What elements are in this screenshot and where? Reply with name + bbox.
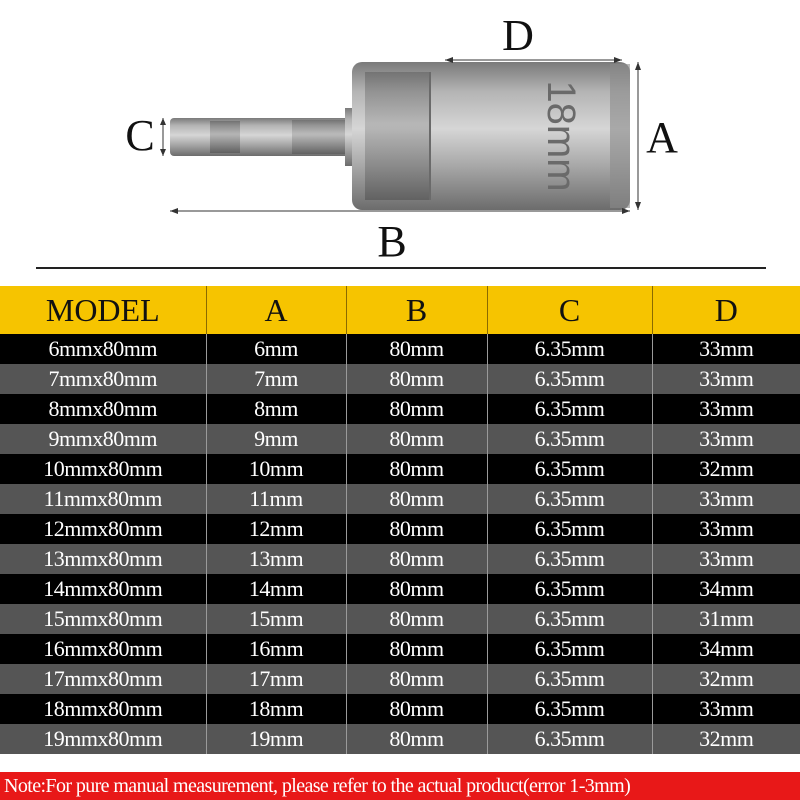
c-cell: 6.35mm [487,664,652,694]
model-cell: 12mmx80mm [0,514,206,544]
model-cell: 18mmx80mm [0,694,206,724]
d-cell: 31mm [652,604,800,634]
table-row [0,514,800,544]
header-b: B [346,286,487,334]
c-cell: 6.35mm [487,574,652,604]
header-c: C [487,286,652,334]
a-cell: 8mm [206,394,346,424]
b-cell: 80mm [346,514,487,544]
model-cell: 14mmx80mm [0,574,206,604]
table-row [0,484,800,514]
b-cell: 80mm [346,574,487,604]
model-cell: 13mmx80mm [0,544,206,574]
model-cell: 8mmx80mm [0,394,206,424]
b-cell: 80mm [346,364,487,394]
d-cell: 33mm [652,484,800,514]
a-cell: 6mm [206,334,346,364]
header-d: D [652,286,800,334]
b-cell: 80mm [346,334,487,364]
a-cell: 10mm [206,454,346,484]
table-row [0,544,800,574]
table-row [0,724,800,754]
dimension-c-label: C [125,111,155,160]
table-row [0,574,800,604]
size-engraving: 18mm [539,80,583,192]
c-cell: 6.35mm [487,364,652,394]
b-cell: 80mm [346,604,487,634]
model-cell: 15mmx80mm [0,604,206,634]
d-cell: 32mm [652,664,800,694]
b-cell: 80mm [346,634,487,664]
c-cell: 6.35mm [487,634,652,664]
header-a: A [206,286,346,334]
d-cell: 33mm [652,514,800,544]
measurement-note: Note:For pure manual measurement, please refer to the actual product(error 1-3mm) [0,772,800,800]
table-body [0,334,800,754]
specification-table [0,286,800,754]
model-cell: 11mmx80mm [0,484,206,514]
b-cell: 80mm [346,454,487,484]
c-cell: 6.35mm [487,334,652,364]
b-cell: 80mm [346,394,487,424]
table-row [0,334,800,364]
d-cell: 33mm [652,364,800,394]
d-cell: 34mm [652,574,800,604]
c-cell: 6.35mm [487,484,652,514]
c-cell: 6.35mm [487,514,652,544]
table-row [0,394,800,424]
b-cell: 80mm [346,484,487,514]
dimension-a-label: A [646,113,678,162]
d-cell: 33mm [652,544,800,574]
c-cell: 6.35mm [487,424,652,454]
dimension-b [170,208,630,266]
a-cell: 16mm [206,634,346,664]
table-row [0,454,800,484]
d-cell: 32mm [652,454,800,484]
dimension-c [125,111,166,160]
dimension-a [635,62,678,210]
c-cell: 6.35mm [487,724,652,754]
model-cell: 17mmx80mm [0,664,206,694]
c-cell: 6.35mm [487,394,652,424]
model-cell: 9mmx80mm [0,424,206,454]
a-cell: 19mm [206,724,346,754]
table-row [0,604,800,634]
a-cell: 9mm [206,424,346,454]
d-cell: 33mm [652,394,800,424]
a-cell: 15mm [206,604,346,634]
c-cell: 6.35mm [487,604,652,634]
a-cell: 12mm [206,514,346,544]
d-cell: 34mm [652,634,800,664]
table-row [0,664,800,694]
d-cell: 33mm [652,424,800,454]
separator-line [36,267,766,269]
b-cell: 80mm [346,724,487,754]
a-cell: 13mm [206,544,346,574]
a-cell: 11mm [206,484,346,514]
a-cell: 7mm [206,364,346,394]
header-model: MODEL [0,286,206,334]
c-cell: 6.35mm [487,544,652,574]
d-cell: 33mm [652,334,800,364]
b-cell: 80mm [346,544,487,574]
model-cell: 19mmx80mm [0,724,206,754]
table-row [0,634,800,664]
a-cell: 18mm [206,694,346,724]
table-row [0,364,800,394]
model-cell: 10mmx80mm [0,454,206,484]
c-cell: 6.35mm [487,694,652,724]
dimension-b-label: B [377,217,407,266]
a-cell: 14mm [206,574,346,604]
table-row [0,424,800,454]
d-cell: 33mm [652,694,800,724]
table-row [0,694,800,724]
product-dimension-diagram [0,0,800,270]
model-cell: 6mmx80mm [0,334,206,364]
table-header-row [0,286,800,334]
b-cell: 80mm [346,424,487,454]
dimension-d [445,11,622,63]
dimension-d-label: D [502,11,534,60]
c-cell: 6.35mm [487,454,652,484]
model-cell: 16mmx80mm [0,634,206,664]
a-cell: 17mm [206,664,346,694]
b-cell: 80mm [346,664,487,694]
model-cell: 7mmx80mm [0,364,206,394]
d-cell: 32mm [652,724,800,754]
b-cell: 80mm [346,694,487,724]
socket-adapter-image [170,62,630,210]
